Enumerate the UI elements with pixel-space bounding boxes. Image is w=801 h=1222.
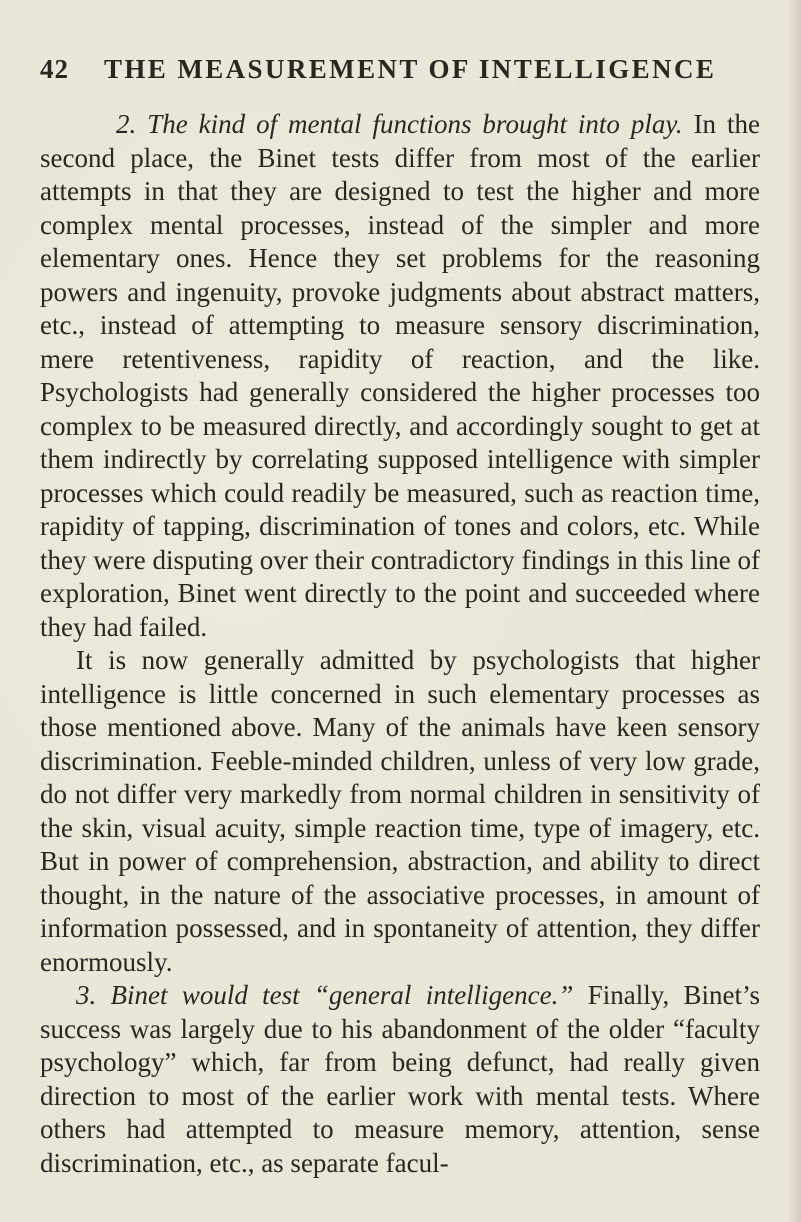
- paragraph-mental-functions: [40, 108, 760, 644]
- page-number: 42: [40, 54, 69, 84]
- body-text: [40, 108, 760, 1180]
- paragraph-text: Finally, Binet’s success was largely due to his abandonment of the older “faculty psychology” which, far from being defunct, had really given direction to most of the earlier work with mental tests. Where others had attempted to measure memory, attention, sense discrimination, etc., as separate facul-: [40, 980, 761, 1178]
- page-header: [40, 54, 760, 94]
- page-edge-shadow: [787, 0, 801, 1222]
- paragraph-higher-intelligence: [40, 644, 760, 979]
- paragraph-text: It is now generally admitted by psychologists that higher intelligence is little concerned in such elementary processes as those mentioned above. Many of the animals have keen sensory discrimination. Feeble-minded children, unless of very low grade, do not differ very markedly from normal children in sensitivity of the skin, visual acuity, simple reaction time, type of imagery, etc. But in power of comprehension, abstraction, and ability to direct thought, in the nature of the associative processes, in amount of information possessed, and in spontaneity of attention, they differ enormously.: [40, 645, 760, 977]
- section-heading-mental-functions: 2. The kind of mental functions brought into play.: [116, 109, 683, 139]
- running-head: THE MEASUREMENT OF INTELLIGENCE: [104, 54, 717, 84]
- paragraph-general-intelligence: [40, 979, 760, 1180]
- paragraph-text: In the second place, the Binet tests differ from most of the earlier attempts in that they are designed to test the higher and more complex mental processes, instead of the simpler and more elementary ones. Hence they set problems for the reasoning powers and ingenuity, provoke judgments about abstract matters, etc., instead of attempting to measure sensory discrimination, mere retentiveness, rapidity of reaction, and the like. Psychologists had generally considered the higher processes too complex to be measured directly, and accordingly sought to get at them indirectly by correlating supposed intelligence with simpler processes which could readily be measured, such as reaction time, rapidity of tapping, discrimination of tones and colors, etc. While they were disputing over their contradictory findings in this line of exploration, Binet went directly to the point and succeeded where they had failed.: [40, 109, 760, 642]
- section-heading-general-intelligence: 3. Binet would test “general intelligence.”: [76, 980, 574, 1010]
